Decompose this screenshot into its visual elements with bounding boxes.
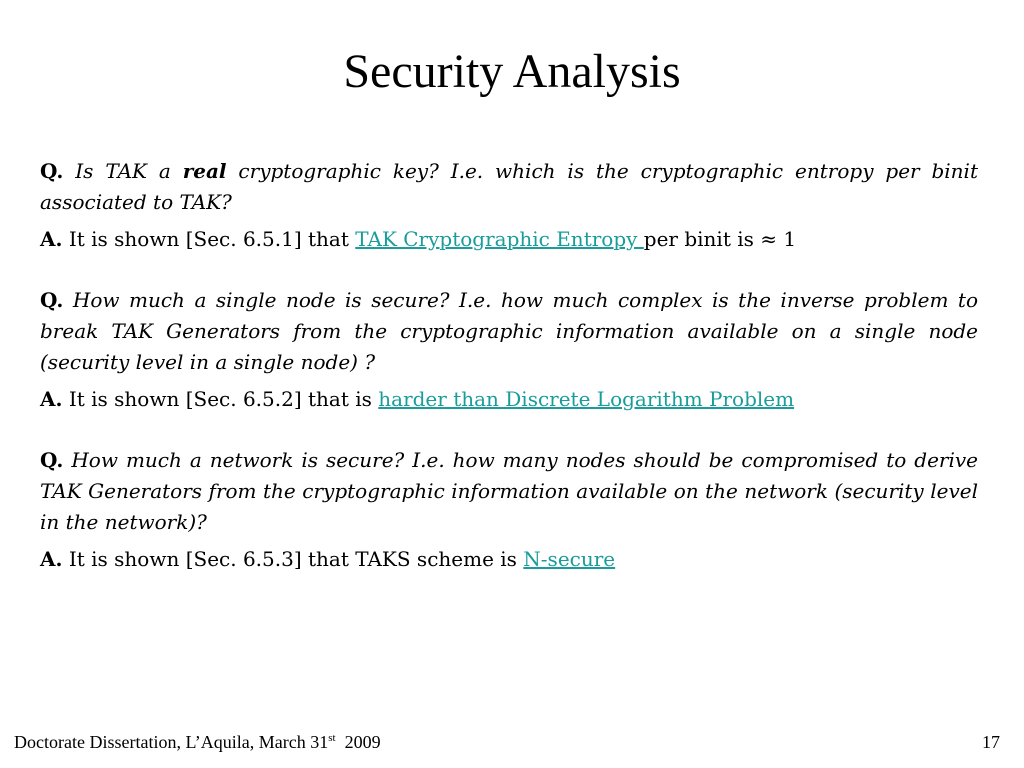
link-tak-cryptographic-entropy[interactable]: TAK Cryptographic Entropy [355,227,644,251]
slide-title: Security Analysis [343,45,681,98]
spacer [40,255,978,285]
question-1 [40,156,978,218]
question-text: How much a single node is secure? I.e. how much complex is the inverse problem to break TAK Generators from the cryptographic information available on a single node (security level in a single node) ? [40,288,978,374]
answer-label: A. [40,227,63,251]
link-n-secure[interactable]: N-secure [523,547,616,571]
question-label: Q. [40,448,64,472]
question-label: Q. [40,288,64,312]
answer-label: A. [40,547,63,571]
link-discrete-logarithm-problem[interactable]: harder than Discrete Logarithm Problem [378,387,795,411]
footer-text: Doctorate Dissertation, L’Aquila, March 31 [14,732,329,752]
question-label: Q. [40,159,64,183]
footer [14,728,381,752]
answer-1 [40,224,978,255]
question-text: How much a network is secure? I.e. how many nodes should be compromised to derive TAK Generators from the cryptographic information available on the network (security level in the network)? [40,448,978,534]
answer-label: A. [40,387,63,411]
question-emphasis: real [182,159,227,183]
spacer [40,415,978,445]
answer-text: It is shown [Sec. 6.5.1] that [62,227,356,251]
footer-superscript: st [328,732,336,744]
answer-text: It is shown [Sec. 6.5.2] that is [62,387,379,411]
slide-body [40,156,978,575]
question-text: cryptographic key? I.e. which is the cryptographic entropy per binit associated to TAK? [40,159,978,214]
page-number: 17 [982,732,1000,752]
answer-text: It is shown [Sec. 6.5.3] that TAKS scheme is [62,547,524,571]
question-2 [40,285,978,378]
answer-2 [40,384,978,415]
answer-3 [40,544,978,575]
answer-text: per binit is ≈ 1 [643,227,797,251]
question-text: Is TAK a [63,159,183,183]
footer-year: 2009 [335,732,381,752]
question-3 [40,445,978,538]
